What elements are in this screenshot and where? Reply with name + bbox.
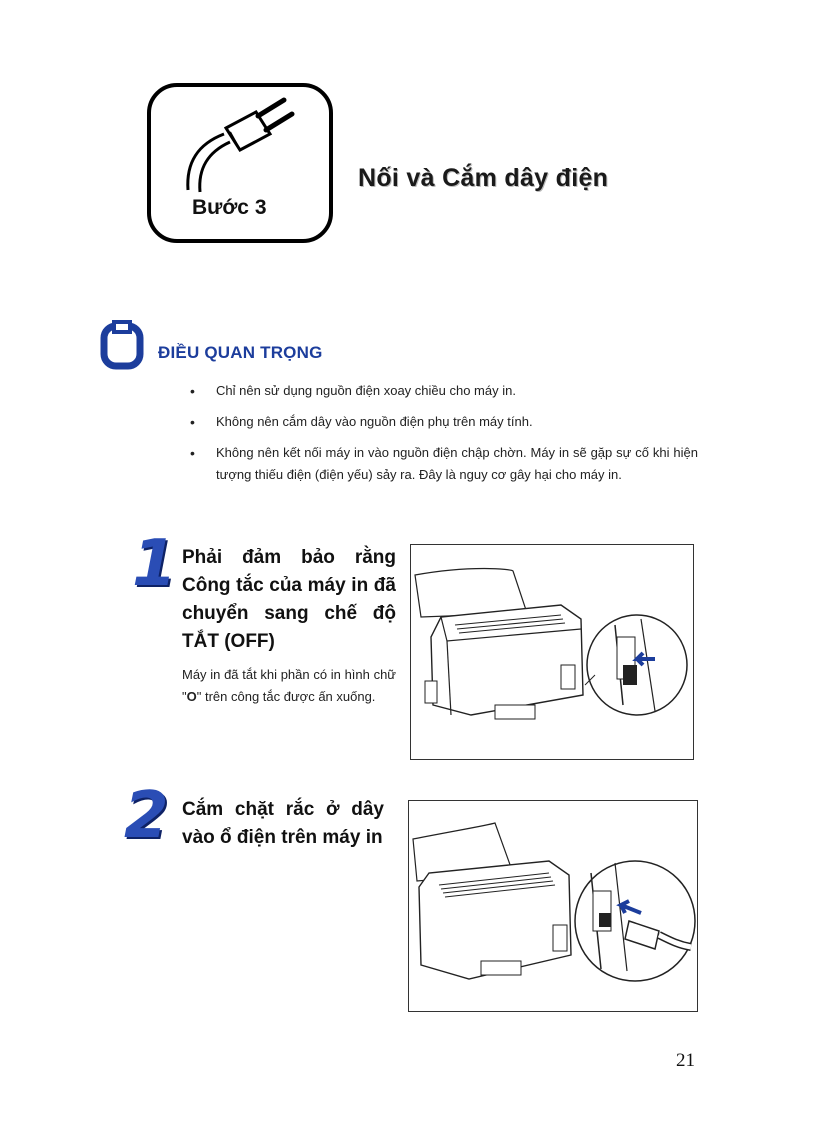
list-item: • Không nên kết nối máy in vào nguồn điện chập chờn. Máy in sẽ gặp sự cố khi hiện tượng thiếu điện (điện yếu) sảy ra. Đây là nguy cơ gây hại cho máy in. <box>190 442 698 486</box>
step-number-2: 2 <box>124 779 169 853</box>
printer-power-switch-illustration <box>411 545 693 759</box>
step-badge-label: Bước 3 <box>192 196 267 219</box>
step-1-desc-bold: O <box>186 689 197 704</box>
page-number: 21 <box>676 1050 695 1071</box>
step-2-title: Cắm chặt rắc ở dây vào ổ điện trên máy in <box>182 799 384 848</box>
list-item: • Không nên cắm dây vào nguồn điện phụ trên máy tính. <box>190 411 698 433</box>
step-1-desc-text-end: " trên công tắc được ấn xuống. <box>196 689 376 704</box>
step-badge <box>146 82 334 244</box>
step-1-description <box>182 664 396 708</box>
important-list <box>190 380 698 495</box>
list-item: • Chỉ nên sử dụng nguồn điện xoay chiều cho máy in. <box>190 380 698 402</box>
step-2-illustration <box>408 800 698 1012</box>
step-1-desc-text: Máy in đã tắt khi phần có in hình chữ " <box>182 667 396 704</box>
step-1-illustration <box>410 544 694 760</box>
important-heading: ĐIỀU QUAN TRỌNG <box>158 343 323 362</box>
page-title: Nối và Cắm dây điện <box>358 164 609 192</box>
important-icon <box>100 320 146 370</box>
printer-power-cord-illustration <box>409 801 697 1011</box>
step-number-1: 1 <box>132 527 177 601</box>
step-1-title: Phải đảm bảo rằng Công tắc của máy in đã chuyển sang chế độ TẮT (OFF) <box>182 547 396 652</box>
